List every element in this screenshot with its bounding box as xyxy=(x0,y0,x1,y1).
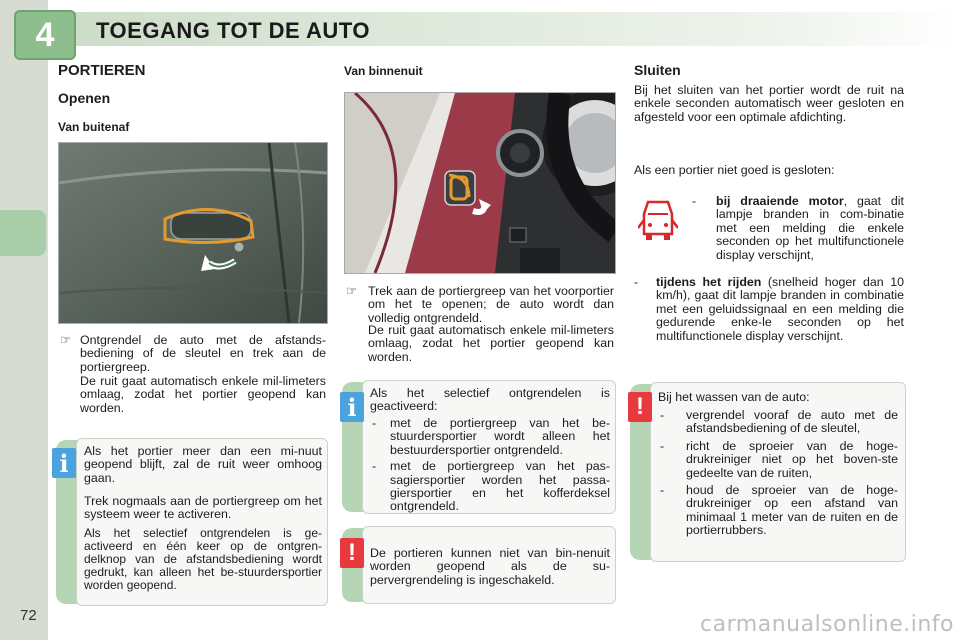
warn-note-box-col3 xyxy=(650,382,906,562)
info-note-box-col1 xyxy=(76,438,328,606)
info-icon: i xyxy=(340,392,364,422)
outside-window-note: De ruit gaat automatisch enkele mil-limeters omlaag, zodat het portier geopend kan worden. xyxy=(80,374,326,415)
bullet-mark-inside: ☞ xyxy=(346,284,358,298)
list-item: - met de portiergreep van het be-stuurdersportier wordt alleen het bestuurdersportier ontgrendeld. xyxy=(372,416,610,457)
closing-description: Bij het sluiten van het portier wordt de ruit na enkele seconden automatisch weer gesloten en afgesteld voor een optimale afdichting. xyxy=(634,83,904,124)
exterior-door-illustration xyxy=(59,143,327,323)
door-open-warning-icon xyxy=(638,198,678,242)
info-note-p1: Als het portier meer dan een mi-nuut geopend blijft, zal de ruit weer omhoog gaan. xyxy=(84,444,322,485)
footer-watermark: carmanualsonline.info xyxy=(700,612,954,637)
interior-door-handle-image xyxy=(344,92,616,274)
exterior-door-handle-image xyxy=(58,142,328,324)
dash-item1: - xyxy=(692,194,697,208)
chapter-number: 4 xyxy=(14,10,76,60)
car-wash-intro: Bij het wassen van de auto: xyxy=(658,390,810,404)
page-title: TOEGANG TOT DE AUTO xyxy=(96,18,370,43)
subhead-van-buitenaf: Van buitenaf xyxy=(58,120,130,134)
door-not-closed-intro: Als een portier niet goed is gesloten: xyxy=(634,163,835,177)
subhead-van-binnenuit: Van binnenuit xyxy=(344,64,423,78)
driving-warning: tijdens het rijden (snelheid hoger dan 10 km/h), gaat dit lampje branden in combinatie met een geluidssignaal en een melding die gedurende enke-le seconden op het multifunctionele display verschijnt. xyxy=(656,275,904,343)
outside-open-instruction: Ontgrendel de auto met de afstands-bediening of de sleutel en trek aan de portiergreep. xyxy=(80,333,326,374)
info-icon: i xyxy=(52,448,76,478)
list-item: - houd de sproeier van de hoge-drukreiniger op een afstand van minimaal 1 meter van de ruiten en de portierrubbers. xyxy=(660,483,898,538)
supervergrendeling-warning: De portieren kunnen niet van bin-nenuit worden geopend als de su-pervergrendeling is ingeschakeld. xyxy=(370,546,610,587)
info-note-p2: Trek nogmaals aan de portiergreep om het systeem weer te activeren. xyxy=(84,494,322,522)
info-note-box-col2 xyxy=(362,380,616,514)
warn-note-box-col2 xyxy=(362,526,616,604)
list-item: - vergrendel vooraf de auto met de afstandsbediening of de sleutel, xyxy=(660,408,898,436)
info-note-p3: Als het selectief ontgrendelen is ge-activeerd en één keer op de ontgren-delknop van de afstandsbediening wordt gedrukt, kan alleen het be-stuurdersportier worden geopend. xyxy=(84,526,322,592)
list-item: - richt de sproeier van de hoge-drukreiniger niet op het boven-ste gedeelte van de ruiten, xyxy=(660,438,898,480)
selective-unlock-intro: Als het selectief ontgrendelen is geactiveerd: xyxy=(370,386,610,414)
interior-door-illustration xyxy=(345,93,615,273)
list-item: - met de portiergreep van het pas-sagiersportier worden het passa-giersportier en het kofferdeksel ontgrendeld. xyxy=(372,459,610,514)
bullet-mark-outside: ☞ xyxy=(60,333,72,347)
warning-icon: ! xyxy=(628,392,652,422)
warning-icon: ! xyxy=(340,538,364,568)
engine-running-warning: bij draaiende motor, gaat dit lampje branden in com-binatie met een melding die enkele seconden op het multifunctionele display verschijnt, xyxy=(716,194,904,262)
car-wash-list xyxy=(658,409,898,538)
section-title-portieren: PORTIEREN xyxy=(58,62,146,79)
selective-unlock-list xyxy=(370,417,610,514)
page-sidebar xyxy=(0,0,48,640)
chapter-side-tab xyxy=(0,210,46,256)
subsection-openen: Openen xyxy=(58,90,111,106)
inside-window-note: De ruit gaat automatisch enkele mil-limeters omlaag, zodat het portier geopend kan worden. xyxy=(368,323,614,364)
inside-open-instruction: Trek aan de portiergreep van het voorportier om het te openen; de auto wordt dan volledig ontgrendeld. xyxy=(368,284,614,325)
dash-item2: - xyxy=(634,275,639,289)
page-number: 72 xyxy=(20,607,37,624)
section-title-sluiten: Sluiten xyxy=(634,62,681,78)
